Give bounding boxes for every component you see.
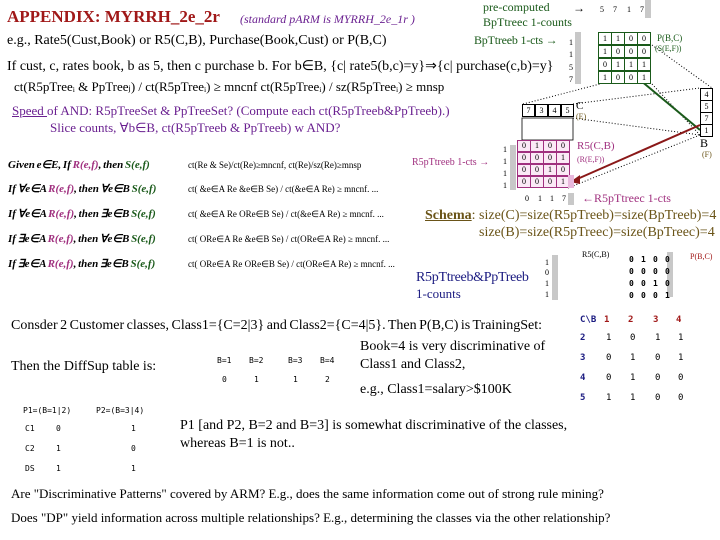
p-table-cell: 0	[56, 424, 61, 433]
bp-c-count: 7	[613, 5, 617, 14]
book4-line-2: Class1 and Class2,	[360, 357, 466, 372]
and-matrix-cell: 0	[665, 255, 670, 264]
r5-grid-cell: 0	[530, 152, 544, 164]
c-cell: 3	[535, 104, 548, 117]
rule-pre: If ∃e∈A	[8, 233, 48, 245]
bp-c-label: BpTtreec 1-counts	[483, 15, 572, 29]
cb-cell: 5	[580, 393, 586, 403]
and-matrix-cell: 0	[629, 267, 634, 276]
cb-cell: 4	[580, 373, 586, 383]
and-matrix-cell: 0	[641, 267, 646, 276]
speed-line	[12, 103, 450, 119]
r5-c-count: 1	[538, 194, 542, 203]
and-matrix-cell: 0	[653, 267, 658, 276]
cb-cell: 1	[606, 393, 612, 403]
p-table-label: C1	[25, 424, 35, 433]
bp-b-count: 7	[569, 75, 573, 84]
ct-line: ct(R5pTreeᵢ & PpTreeⱼ) / ct(R5pTreeᵢ) ≥ mncnf ct(R5pTreeᵢ) / sz(R5pTreeᵢ) ≥ mnsp	[14, 79, 445, 94]
cb-cell: 3	[580, 353, 586, 363]
cb-cell: 1	[630, 373, 636, 383]
cb-cell: 0	[655, 353, 661, 363]
bar	[575, 32, 581, 84]
r5-grid-cell: 0	[517, 140, 531, 152]
rule-pre: If ∀e∈A	[8, 208, 49, 220]
cb-cell: 1	[630, 393, 636, 403]
rule-mid: , then ∀e∈B	[74, 183, 132, 195]
question-2: Does "DP" yield information across multiple relationships? E.g., determining the classes via the other relationship?	[11, 510, 611, 525]
diffsup-value: 1	[254, 375, 259, 384]
subtitle: (standard pARM is MYRRH_2e_1r )	[240, 12, 415, 26]
bp-b-count: 5	[569, 63, 573, 72]
arrow-right-icon: →	[573, 1, 585, 15]
rule-s: S(e,f)	[130, 258, 156, 270]
schema-label: Schema	[425, 208, 472, 223]
rule-s: S(e,f)	[125, 159, 150, 171]
diffsup-value: 1	[293, 375, 298, 384]
r5-grid-cell: 1	[556, 176, 570, 188]
p-grid-cell: 1	[598, 32, 612, 45]
p1-line-1: P1 [and P2, B=2 and B=3] is somewhat discriminative of the classes,	[180, 418, 568, 433]
p-grid-cell: 1	[611, 32, 625, 45]
rule-mid: , then	[98, 159, 126, 171]
p-grid-cell: 1	[637, 58, 651, 71]
bar	[568, 193, 574, 205]
p-table-cell: 1	[131, 424, 136, 433]
r5-c-count: 1	[550, 194, 554, 203]
cb-cell: 1	[630, 353, 636, 363]
p-grid-cell: 0	[637, 45, 651, 58]
rule-formula: ct( &e∈A Re &e∈B Se) / ct(&e∈A Re) ≥ mncnf. ...	[188, 184, 379, 194]
p-grid-cell: 1	[611, 58, 625, 71]
p-grid-cell: 0	[611, 45, 625, 58]
r5-c-count: 0	[525, 194, 529, 203]
cb-cell: 0	[655, 393, 661, 403]
r5-grid-cell: 0	[517, 152, 531, 164]
book4-line-3: e.g., Class1=salary>$100K	[360, 382, 512, 397]
precomputed-label: pre-computed	[483, 0, 550, 14]
b-sub: (F)	[702, 150, 712, 159]
cb-cell: 0	[678, 393, 684, 403]
p-grid-cell: 1	[598, 71, 612, 84]
cb-cell: 1	[655, 333, 661, 343]
r5-label: R5(C,B)	[577, 140, 615, 152]
rule-pre: Given e∈E, If	[8, 159, 73, 171]
rule-row	[8, 207, 156, 220]
bp-c-count: 1	[627, 5, 631, 14]
r5-grid-cell: 1	[530, 140, 544, 152]
and-matrix-cell: 1	[653, 279, 658, 288]
diffsup-header: B=3	[288, 356, 303, 365]
rule-row	[8, 182, 156, 195]
and-label-2: 1-counts	[416, 286, 461, 301]
b-label: B	[700, 136, 709, 150]
bp-c-count: 7	[640, 5, 644, 14]
rule-row	[8, 158, 150, 171]
rule-formula: ct(Re & Se)/ct(Re)≥mncnf, ct(Re)/sz(Re)≥mnsp	[188, 160, 362, 170]
book4-line-1: Book=4 is very discriminative of	[360, 339, 546, 354]
r5-c-label: ←R5pTtreec 1-cts	[582, 191, 671, 205]
p-grid-cell: 0	[611, 71, 625, 84]
and-matrix-cell: 1	[665, 291, 670, 300]
cb-cell: 0	[630, 333, 636, 343]
bar	[645, 0, 651, 18]
r5-grid-cell: 0	[517, 164, 531, 176]
c-label: C	[576, 100, 584, 112]
rule-row	[8, 257, 155, 270]
rule-mid: , then ∃e∈B	[74, 208, 132, 220]
r5-sub: (R(E,F))	[577, 155, 605, 164]
rule-mid: , then ∀e∈B	[73, 233, 132, 245]
r5-grid-cell: 1	[556, 152, 570, 164]
question-1: Are "Discriminative Patterns" covered by ARM? E.g., does the same information come out of strong rule mining?	[11, 486, 604, 501]
r5-b-count: 1	[503, 169, 507, 178]
c-sub: (E)	[576, 112, 587, 121]
p-grid-cell: 1	[637, 71, 651, 84]
schema-text: : size(C)=size(R5pTreeb)=size(BpTreeb)=4	[471, 208, 717, 223]
red-arrow	[575, 125, 700, 180]
cb-cell: 1	[678, 353, 684, 363]
and-matrix-cell: 0	[629, 255, 634, 264]
p-grid-cell: 0	[624, 32, 638, 45]
b-cell: 5	[700, 100, 713, 113]
and-count: 1	[545, 258, 549, 267]
b-cell: 7	[700, 112, 713, 125]
rule-pre: If ∀e∈A	[8, 183, 49, 195]
diffsup-header: B=4	[320, 356, 335, 365]
r5-b-label: R5pTtreeb 1-cts →	[412, 157, 490, 168]
r5-grid-cell: 1	[543, 164, 557, 176]
r5-grid-cell: 0	[556, 140, 570, 152]
diffsup-header: B=2	[249, 356, 264, 365]
rule-r: R(e,f)	[48, 183, 75, 195]
schema-line-1	[425, 208, 716, 224]
cb-cell: 0	[678, 373, 684, 383]
bp-b-label: BpTtreeb 1-cts →	[474, 33, 558, 47]
cb-header: 2	[628, 315, 634, 325]
and-label: R5pTtreeb&PpTreeb	[416, 270, 529, 285]
and-count: 0	[545, 268, 549, 277]
c-cell: 7	[522, 104, 535, 117]
diffsup-value: 0	[222, 375, 227, 384]
p-table-header: P1=(B=1|2)	[23, 406, 72, 415]
and-matrix-cell: 0	[641, 291, 646, 300]
r5-grid-cell: 0	[543, 176, 557, 188]
green-arrow	[640, 80, 700, 130]
slice-line: Slice counts, ∀b∈B, ct(R5pTreeb & PpTreeb) w AND?	[50, 120, 341, 135]
example-line: e.g., Rate5(Cust,Book) or R5(C,B), Purchase(Book,Cust) or P(B,C)	[7, 33, 387, 48]
p-table-label: C2	[25, 444, 35, 453]
rule-s: S(e,f)	[131, 183, 157, 195]
cb-cell: 1	[606, 333, 612, 343]
rule-formula: ct( ORe∈A Re &e∈B Se) / ct(ORe∈A Re) ≥ mncnf. ...	[188, 234, 390, 244]
rule-s: S(e,f)	[131, 208, 156, 220]
p-label: P(B,C)	[657, 33, 683, 43]
diffsup-header: B=1	[217, 356, 232, 365]
r5-b-count: 1	[503, 181, 507, 190]
r5-b-count: 1	[503, 145, 507, 154]
cb-header: 3	[653, 315, 659, 325]
r5-grid-cell: 0	[517, 176, 531, 188]
rule-r: R(e,f)	[48, 208, 75, 220]
and-count: 1	[545, 290, 549, 299]
rule-r: R(e,f)	[47, 233, 74, 245]
diffsup-label: Then the DiffSup table is:	[11, 359, 157, 374]
and-r5-label: R5(C,B)	[582, 250, 610, 259]
and-matrix-cell: 0	[665, 267, 670, 276]
c-cell: 4	[548, 104, 561, 117]
cb-header: 4	[676, 315, 682, 325]
p-grid-cell: 0	[637, 32, 651, 45]
speed-link[interactable]: Speed	[12, 103, 48, 118]
bp-b-count: 1	[569, 50, 573, 59]
and-matrix-cell: 0	[629, 291, 634, 300]
rule-pre: If ∃e∈A	[8, 258, 48, 270]
r5-c-count: 7	[562, 194, 566, 203]
consider-line: Consder 2 Customer classes, Class1={C=2|3} and Class2={C=4|5}. Then P(B,C) is TrainingSet:	[11, 318, 542, 333]
p-grid-cell: 1	[598, 45, 612, 58]
b-cell: 4	[700, 88, 713, 101]
bar	[552, 255, 558, 300]
bp-b-count: 1	[569, 38, 573, 47]
cb-cell: 0	[606, 373, 612, 383]
bar	[510, 145, 516, 190]
cb-cell: 2	[580, 333, 586, 343]
rule-formula: ct( &e∈A Re ORe∈B Se) / ct(&e∈A Re) ≥ mncnf. ...	[188, 209, 384, 219]
p-table-cell: 1	[56, 464, 61, 473]
speed-text: of AND: R5pTreeSet & PpTreeSet? (Compute each ct(R5pTreeb&PpTreeb).)	[47, 103, 450, 118]
bp-c-count: 5	[600, 5, 604, 14]
p-table-label: DS	[25, 464, 35, 473]
b-cell: 1	[700, 124, 713, 137]
cb-header: 1	[604, 315, 610, 325]
rule-row	[8, 232, 156, 245]
cb-cell: 1	[678, 333, 684, 343]
r5-b-count: 1	[503, 157, 507, 166]
and-matrix-cell: 0	[653, 255, 658, 264]
and-matrix-cell: 0	[665, 279, 670, 288]
r5-grid-cell: 0	[556, 164, 570, 176]
p-table-header: P2=(B=3|4)	[96, 406, 145, 415]
p-grid-cell: 0	[598, 58, 612, 71]
p-grid-cell: 1	[624, 58, 638, 71]
cb-header: C\B	[580, 315, 597, 325]
and-matrix-cell: 0	[641, 279, 646, 288]
r5-grid-cell: 0	[530, 164, 544, 176]
p-sub: (S(E,F))	[655, 44, 682, 53]
page-title: APPENDIX: MYRRH_2e_2r	[7, 7, 220, 26]
if-line: If cust, c, rates book, b as 5, then c purchase b. For b∈B, {c| rate5(b,c)=y}⇒{c| purchase(c,b)=y}	[7, 59, 554, 74]
rule-mid: , then ∃e∈B	[73, 258, 131, 270]
c-cell: 5	[561, 104, 574, 117]
and-p-label: P(B,C)	[690, 252, 713, 261]
p-table-cell: 0	[131, 444, 136, 453]
p-table-cell: 1	[56, 444, 61, 453]
and-matrix-cell: 1	[641, 255, 646, 264]
diffsup-value: 2	[325, 375, 330, 384]
rule-r: R(e,f)	[47, 258, 74, 270]
rule-s: S(e,f)	[131, 233, 156, 245]
cb-cell: 0	[655, 373, 661, 383]
schema-line-2: size(B)=size(R5pTreec)=size(BpTreec)=4	[479, 225, 715, 240]
and-count: 1	[545, 279, 549, 288]
rule-r: R(e,f)	[72, 159, 99, 171]
bar	[568, 175, 574, 188]
p1-line-2: whereas B=1 is not..	[180, 436, 295, 451]
p-table-cell: 1	[131, 464, 136, 473]
and-matrix-cell: 0	[653, 291, 658, 300]
r5-grid-cell: 0	[530, 176, 544, 188]
p-grid-cell: 0	[624, 45, 638, 58]
p-grid-cell: 0	[624, 71, 638, 84]
cb-cell: 0	[606, 353, 612, 363]
r5-grid-cell: 0	[543, 140, 557, 152]
r5-grid-cell: 0	[543, 152, 557, 164]
rule-formula: ct( ORe∈A Re ORe∈B Se) / ct(ORe∈A Re) ≥ mncnf. ...	[188, 259, 395, 269]
and-matrix-cell: 0	[629, 279, 634, 288]
